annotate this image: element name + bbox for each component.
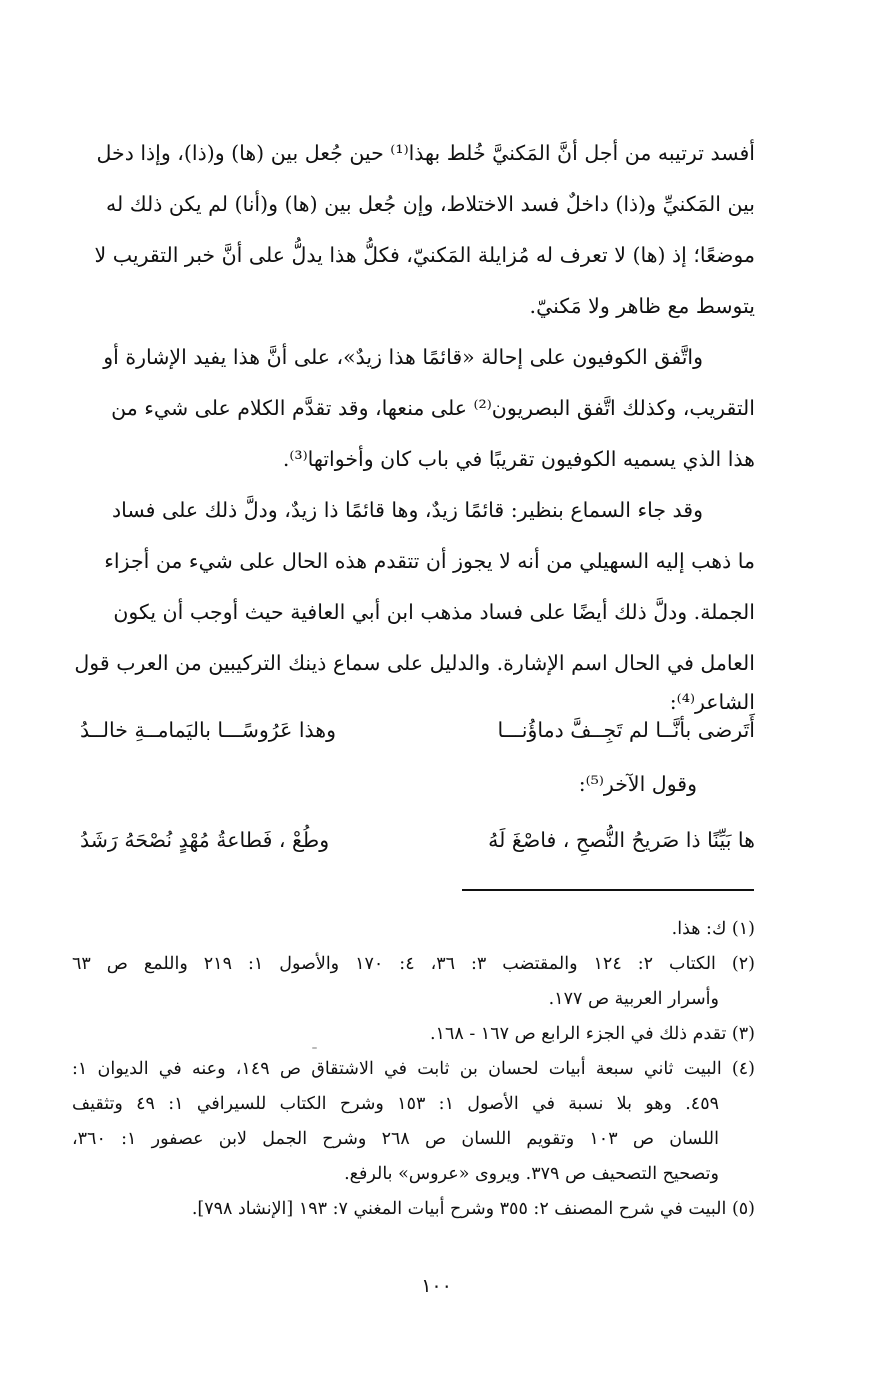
- footnote-line: (٥) البيت في شرح المصنف ٢: ٣٥٥ وشرح أبيات المغني ٧: ١٩٣ [الإنشاد ٧٩٨].: [191, 1199, 755, 1219]
- verse-second-hemistich: وهذا عَرُوسًـــا باليَمامــةِ خالــدُ: [80, 718, 336, 742]
- text-line: وقد جاء السماع بنظير: قائمًا زيدٌ، وها قائمًا ذا زيدٌ، ودلَّ ذلك على فساد: [112, 498, 703, 522]
- footnote-line: وتصحيح التصحيف ص ٣٧٩. ويروى «عروس» بالرفع.: [344, 1164, 719, 1184]
- text-line: هذا الذي يسميه الكوفيون تقريبًا في باب كان وأخواتها⁽³⁾.: [282, 447, 755, 471]
- verse-intro: وقول الآخر⁽⁵⁾:: [578, 772, 697, 796]
- text-line: العامل في الحال اسم الإشارة. والدليل على سماع ذينك التركيبين من العرب قول: [74, 651, 755, 675]
- text-line: أفسد ترتيبه من أجل أنَّ المَكنيَّ خُلط بهذا⁽¹⁾ حين جُعل بين (ها) و(ذا)، وإذا دخل: [96, 141, 755, 165]
- footnotes: [72, 912, 755, 1227]
- footnote-separator: [462, 889, 754, 891]
- verse-1: [72, 718, 755, 758]
- footnote-2: [72, 947, 755, 1017]
- page-number: ١٠٠: [421, 1275, 452, 1297]
- text-line: واتَّفق الكوفيون على إحالة «قائمًا هذا زيدٌ»، على أنَّ هذا يفيد الإشارة أو: [103, 345, 703, 369]
- verse-second-hemistich: وطُعْ ، فَطاعةُ مُهْدٍ نُصْحَهُ رَشَدُ: [80, 828, 330, 852]
- footnote-line: (١) ك: هذا.: [671, 919, 755, 939]
- footnote-line: اللسان ص ١٠٣ وتقويم اللسان ص ٢٦٨ وشرح الجمل لابن عصفور ١: ٣٦٠،: [72, 1129, 719, 1149]
- footnote-line: (٤) البيت ثاني سبعة أبيات لحسان بن ثابت في الاشتقاق ص ١٤٩، وعنه في الديوان ١:: [72, 1059, 755, 1079]
- text-line: الشاعر⁽⁴⁾:: [669, 690, 755, 714]
- footnote-1: [72, 912, 755, 947]
- text-line: موضعًا؛ إذ (ها) لا تعرف له مُزايلة المَكنيّ، فكلُّ هذا يدلُّ على أنَّ خبر التقريب لا: [94, 243, 755, 267]
- verse-first-hemistich: أَتَرضى بأنَّــا لم تَجِــفَّ دماؤُنـــا: [497, 718, 755, 742]
- text-line: بين المَكنيِّ و(ذا) داخلٌ فسد الاختلاط، وإن جُعل بين (ها) و(أنا) لم يكن ذلك له: [106, 192, 755, 216]
- verse-first-hemistich: ها بَيِّنًا ذا صَريحُ النُّصحِ ، فاصْغَ لَهُ: [488, 828, 755, 852]
- text-line: يتوسط مع ظاهر ولا مَكنيّ.: [529, 294, 755, 318]
- footnote-3: [72, 1017, 755, 1052]
- footnote-4: [72, 1052, 755, 1192]
- text-line: ما ذهب إليه السهيلي من أنه لا يجوز أن تتقدم هذه الحال على شيء من أجزاء: [104, 549, 755, 573]
- verse-2: [72, 828, 755, 868]
- footnote-5: [72, 1192, 755, 1227]
- footnote-line: (٣) تقدم ذلك في الجزء الرابع ص ١٦٧ - ١٦٨.: [429, 1024, 755, 1044]
- footnote-line: وأسرار العربية ص ١٧٧.: [548, 989, 719, 1009]
- text-line: الجملة. ودلَّ ذلك أيضًا على فساد مذهب ابن أبي العافية حيث أوجب أن يكون: [113, 600, 755, 624]
- scan-speck: [312, 1047, 317, 1049]
- text-line: التقريب، وكذلك اتَّفق البصريون⁽²⁾ على منعها، وقد تقدَّم الكلام على شيء من: [111, 396, 755, 420]
- main-text: [72, 128, 755, 715]
- footnote-line: (٢) الكتاب ٢: ١٢٤ والمقتضب ٣: ٣٦، ٤: ١٧٠ والأصول ١: ٢١٩ واللمع ص ٦٣: [72, 954, 755, 974]
- footnote-line: ٤٥٩. وهو بلا نسبة في الأصول ١: ١٥٣ وشرح الكتاب للسيرافي ١: ٤٩ وتثقيف: [72, 1094, 719, 1114]
